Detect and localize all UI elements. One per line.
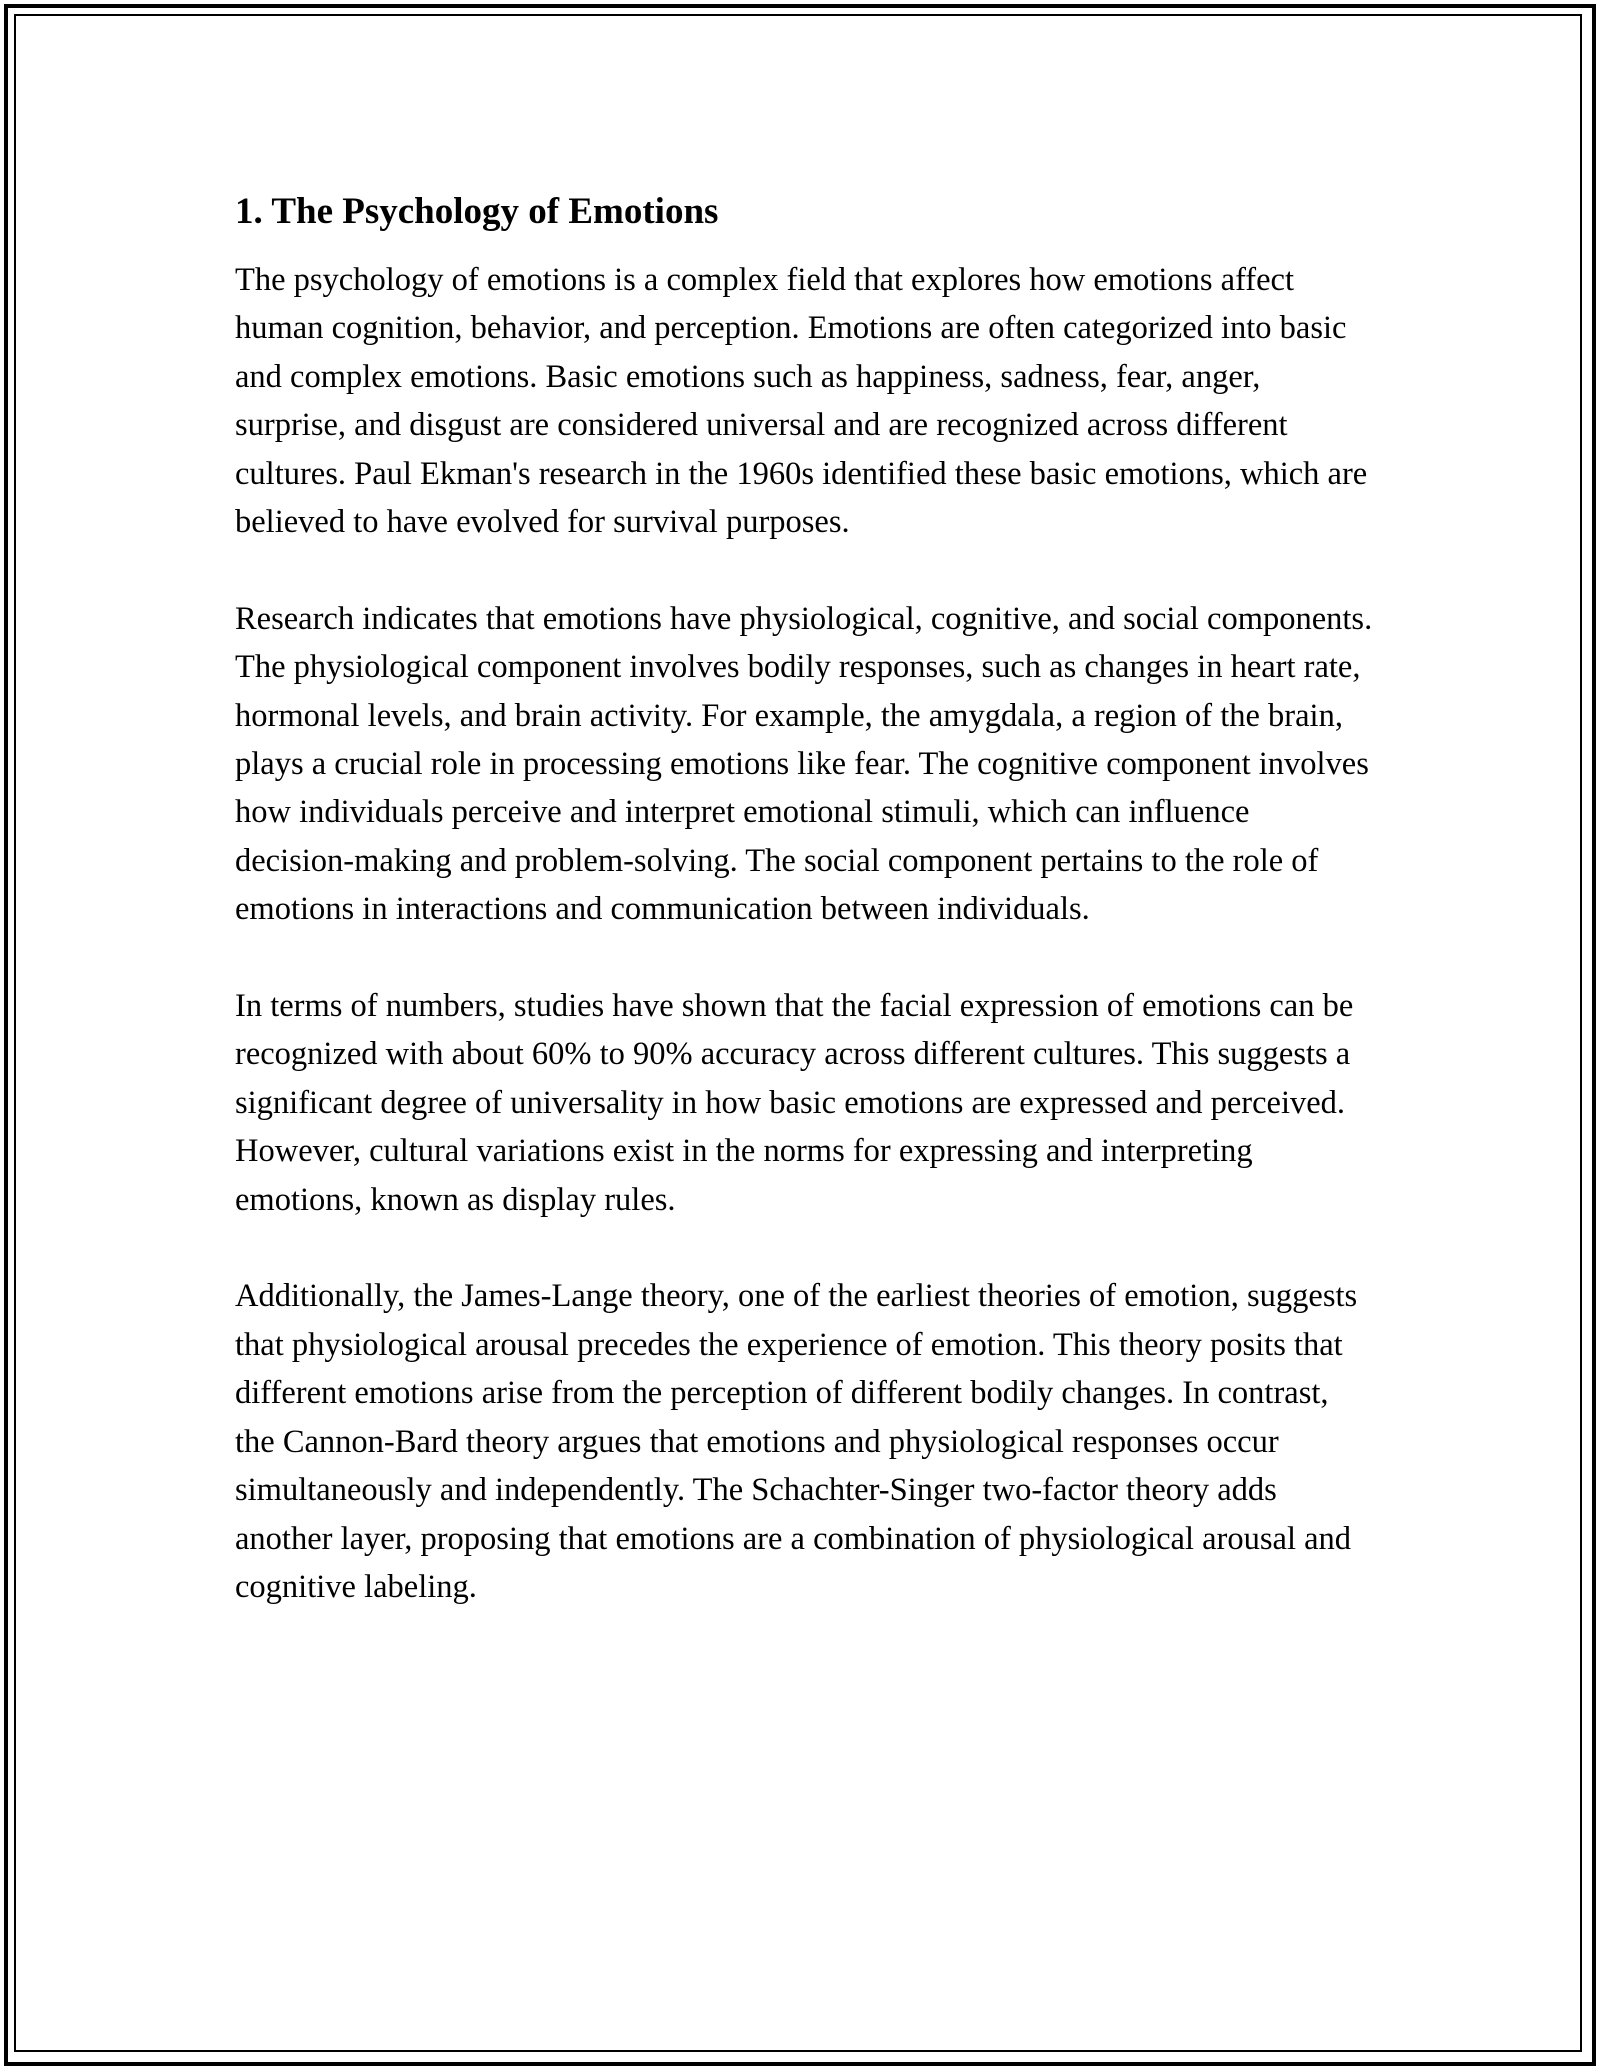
paragraph-emotion-components: Research indicates that emotions have physiological, cognitive, and social components. The physiological component involves bodily responses, such as changes in heart rate, hormonal levels, and brain activity. For example, the amygdala, a region of the brain, plays a crucial role in processing emotions like fear. The cognitive component involves how individuals perceive and interpret emotional stimuli, which can influence decision-making and problem-solving. The social component pertains to the role of emotions in interactions and communication between individuals. (235, 600, 1373, 928)
paragraph-basic-emotions: The psychology of emotions is a complex field that explores how emotions affect human cognition, behavior, and perception. Emotions are often categorized into basic and complex emotions. Basic emotions such as happiness, sadness, fear, anger, surprise, and disgust are considered universal and are recognized across different cultures. Paul Ekman's research in the 1960s identified these basic emotions, which are believed to have evolved for survival purposes. (235, 262, 1368, 541)
document-body (235, 186, 1375, 1660)
paragraph-emotion-theories: Additionally, the James-Lange theory, one of the earliest theories of emotion, suggests that physiological arousal precedes the experience of emotion. This theory posits that different emotions arise from the perception of different bodily changes. In contrast, the Cannon-Bard theory argues that emotions and physiological responses occur simultaneously and independently. The Schachter-Singer two-factor theory adds another layer, proposing that emotions are a combination of physiological arousal and cognitive labeling. (235, 1278, 1358, 1605)
paragraph-recognition-accuracy: In terms of numbers, studies have shown that the facial expression of emotions can be recognized with about 60% to 90% accuracy across different cultures. This suggests a significant degree of universality in how basic emotions are expressed and perceived. However, cultural variations exist in the norms for expressing and interpreting emotions, known as display rules. (235, 988, 1354, 1218)
section-heading: 1. The Psychology of Emotions (235, 191, 719, 232)
